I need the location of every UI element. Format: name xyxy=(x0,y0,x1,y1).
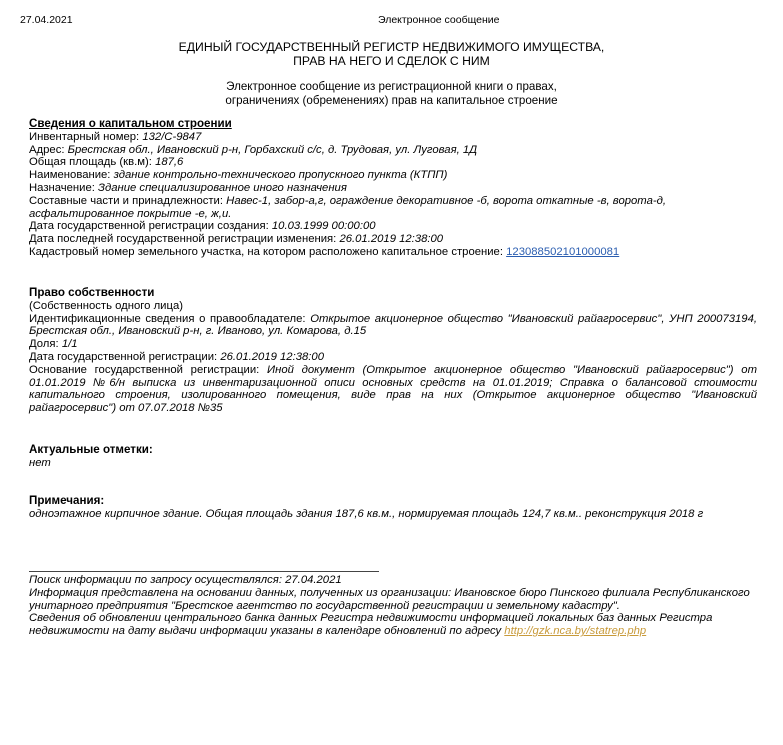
creation-date-value: 10.03.1999 00:00:00 xyxy=(271,220,376,233)
document-date: 27.04.2021 xyxy=(20,14,73,26)
purpose-label: Назначение: xyxy=(29,181,99,194)
cadastral-number-label: Кадастровый номер земельного участка, на котором расположено капитальное строение: xyxy=(29,245,507,258)
registry-title-line-1: ЕДИНЫЙ ГОСУДАРСТВЕННЫЙ РЕГИСТР НЕДВИЖИМОГО ИМУЩЕСТВА, xyxy=(178,40,605,54)
registration-basis-value: Иной документ (Открытое акционерное общество "Ивановский райагросервис") от 01.01.2019 №6/н выписка из инвентаризационной описи основных средств на 01.01.2019; Справка о балансовой стоимости капитального строения, изолированного помещения, виде прав на них (Открытое акционерное общество "Ивановский райагросервис") от 07.07.2018 №35 xyxy=(29,363,757,415)
name-row xyxy=(29,169,757,182)
share-label: Доля: xyxy=(29,338,62,351)
name-value: здание контрольно-технического пропускного пункта (КТПП) xyxy=(113,169,448,182)
marks-section-title: Актуальные отметки: xyxy=(29,443,153,456)
registry-title xyxy=(0,40,783,68)
last-change-date-value: 26.01.2019 12:38:00 xyxy=(339,233,444,246)
creation-date-row xyxy=(29,220,757,233)
cadastral-number-row xyxy=(29,246,757,259)
notes-value: одноэтажное кирпичное здание. Общая площадь здания 187,6 кв.м., нормируемая площадь 124,7 кв.м.. реконструкция 2018 г xyxy=(29,507,704,520)
registration-date-label: Дата государственной регистрации: xyxy=(29,350,221,363)
area-label: Общая площадь (кв.м): xyxy=(29,156,156,169)
footer xyxy=(29,574,757,638)
name-label: Наименование: xyxy=(29,169,114,182)
marks-value: нет xyxy=(29,456,51,469)
ownership-subtype: (Собственность одного лица) xyxy=(29,299,183,312)
message-subtitle xyxy=(0,80,783,107)
document-type: Электронное сообщение xyxy=(378,14,500,26)
address-label: Адрес: xyxy=(29,143,68,156)
message-subtitle-line-1: Электронное сообщение из регистрационной книги о правах, xyxy=(226,80,557,93)
update-text: Сведения об обновлении центрального банка данных Регистра недвижимости информацией локальных баз данных Регистра недвижимости на дату выдачи информации указаны в календаре обновлений по адресу xyxy=(29,612,713,638)
holder-label: Идентификационные сведения о правообладателе: xyxy=(29,312,311,325)
share-row xyxy=(29,338,757,351)
last-change-date-label: Дата последней государственной регистрации изменения: xyxy=(29,233,340,246)
update-text-row xyxy=(29,612,757,638)
purpose-value: Здание специализированное иного назначения xyxy=(98,181,347,194)
inventory-number-value: 132/С-9847 xyxy=(142,130,202,143)
parts-value: Навес-1, забор-а,г, ограждение декоративное -б, ворота откатные -в, ворота-д, асфальтированное покрытие -е, ж,и. xyxy=(29,194,667,220)
registration-basis-label: Основание государственной регистрации: xyxy=(29,363,268,376)
holder-value: Открытое акционерное общество "Ивановский райагросервис", УНП 200073194, Брестская обл., Ивановский р-н, г. Иваново, ул. Комарова, д.15 xyxy=(29,312,757,338)
address-value: Брестская обл., Ивановский р-н, Горбахский с/с, д. Трудовая, ул. Луговая, 1Д xyxy=(67,143,478,156)
message-subtitle-line-2: ограничениях (обременениях) прав на капитальное строение xyxy=(225,93,558,107)
area-row xyxy=(29,156,757,169)
registry-title-line-2: ПРАВ НА НЕГО И СДЕЛОК С НИМ xyxy=(293,54,490,68)
registration-date-row xyxy=(29,351,757,364)
area-value: 187,6 xyxy=(155,156,184,169)
building-section-title: Сведения о капитальном строении xyxy=(29,117,232,130)
parts-label: Составные части и принадлежности: xyxy=(29,194,227,207)
share-value: 1/1 xyxy=(61,338,78,351)
last-change-date-row xyxy=(29,233,757,246)
ownership-section xyxy=(29,287,757,415)
holder-row xyxy=(29,313,757,339)
notes-section xyxy=(29,495,757,521)
notes-section-title: Примечания: xyxy=(29,494,105,507)
statrep-link[interactable]: http://gzk.nca.by/statrep.php xyxy=(504,625,647,638)
parts-row xyxy=(29,195,757,221)
purpose-row xyxy=(29,182,757,195)
address-row xyxy=(29,144,757,157)
source-text: Информация представлена на основании данных, полученных из организации: Ивановское бюро Пинского филиала Республиканского унитарного предприятия "Брестское агентство по государственной регистрации и земельному кадастру". xyxy=(29,586,750,612)
marks-section xyxy=(29,444,757,470)
registration-date-value: 26.01.2019 12:38:00 xyxy=(220,350,324,363)
ownership-section-title: Право собственности xyxy=(29,286,155,299)
cadastral-number-link[interactable]: 123088502101000081 xyxy=(506,245,620,258)
inventory-number-label: Инвентарный номер: xyxy=(29,130,143,143)
inventory-number-row xyxy=(29,131,757,144)
footer-divider xyxy=(29,571,379,572)
creation-date-label: Дата государственной регистрации создания: xyxy=(29,220,272,233)
building-section xyxy=(29,118,757,259)
search-date-line: Поиск информации по запросу осуществлялся: 27.04.2021 xyxy=(29,574,342,586)
registration-basis-row xyxy=(29,364,757,415)
